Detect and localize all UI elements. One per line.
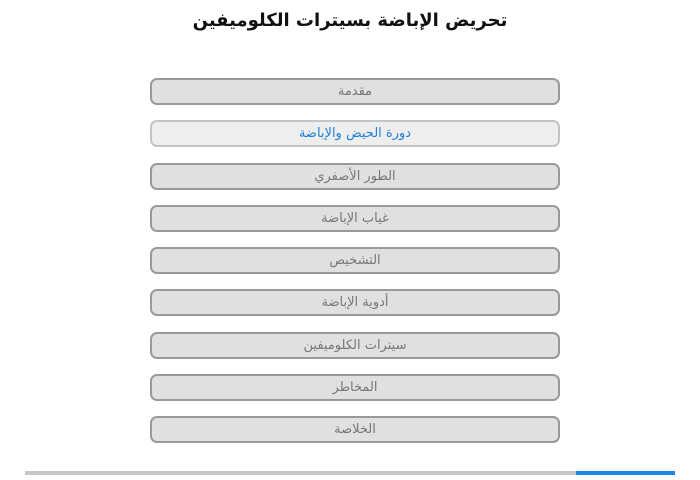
menu-item-clomiphene-citrate[interactable]: سيترات الكلوميفين xyxy=(150,332,560,359)
menu-item-summary[interactable]: الخلاصة xyxy=(150,416,560,443)
menu-item-anovulation[interactable]: غياب الإباضة xyxy=(150,205,560,232)
page-title: تحريض الإباضة بسيترات الكلوميفين xyxy=(192,10,508,31)
menu-item-menstrual-cycle[interactable]: دورة الحيض والإباضة xyxy=(150,120,560,147)
progress-fill xyxy=(576,471,675,475)
menu-item-risks[interactable]: المخاطر xyxy=(150,374,560,401)
menu-item-luteal-phase[interactable]: الطور الأصفري xyxy=(150,163,560,190)
menu-item-diagnosis[interactable]: التشخيص xyxy=(150,247,560,274)
menu-item-ovulation-drugs[interactable]: أدوية الإباضة xyxy=(150,289,560,316)
chapter-menu xyxy=(150,78,560,459)
menu-item-introduction[interactable]: مقدمة xyxy=(150,78,560,105)
progress-bar xyxy=(25,471,675,475)
